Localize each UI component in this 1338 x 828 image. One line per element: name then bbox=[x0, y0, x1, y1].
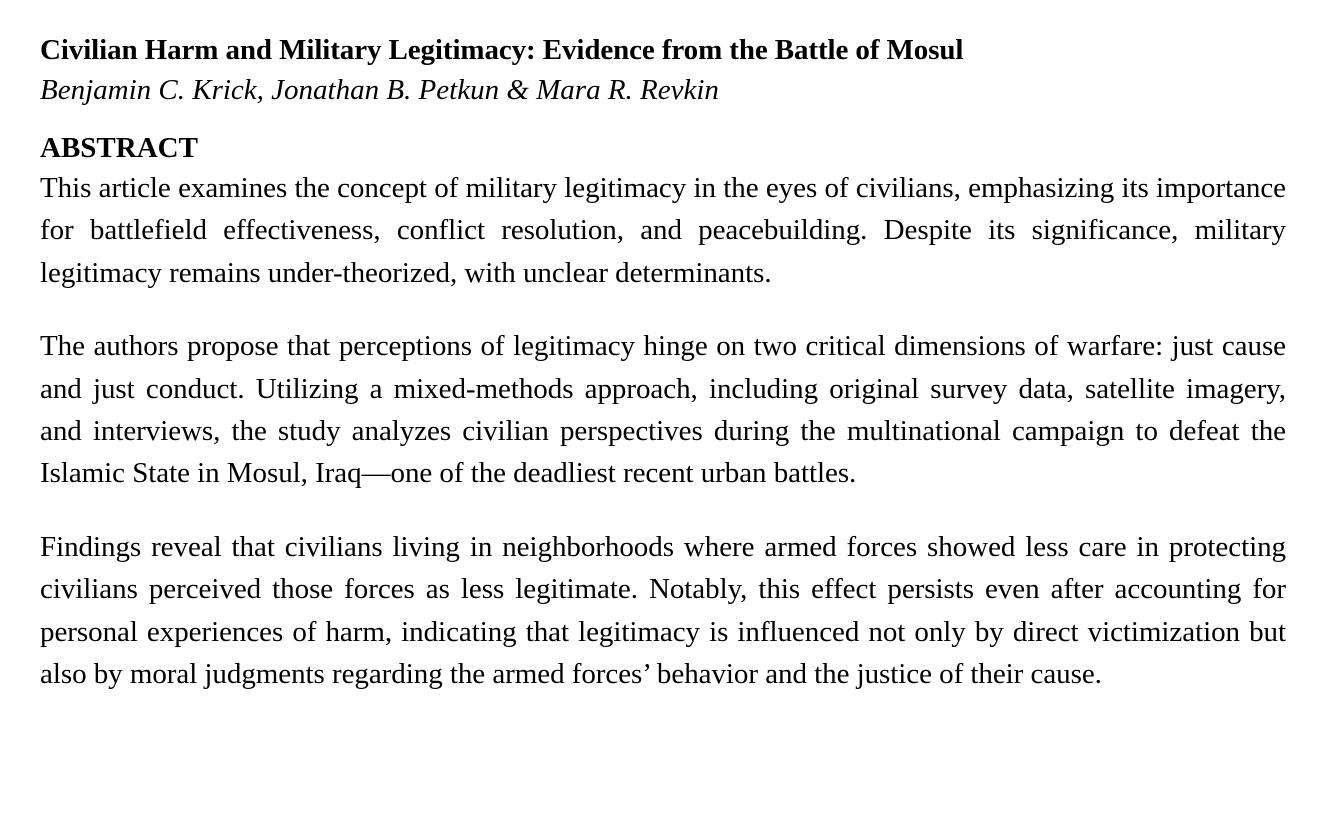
abstract-body bbox=[40, 167, 1286, 695]
abstract-paragraph-1: This article examines the concept of military legitimacy in the eyes of civilians, emphasizing its importance for battlefield effectiveness, conflict resolution, and peacebuilding. Despite its significance, military legitimacy remains under-theorized, with unclear determinants. bbox=[40, 172, 1286, 289]
article-authors: Benjamin C. Krick, Jonathan B. Petkun & Mara R. Revkin bbox=[40, 74, 719, 106]
abstract-paragraph-3: Findings reveal that civilians living in neighborhoods where armed forces showed less care in protecting civilians perceived those forces as less legitimate. Notably, this effect persists even after accounting for personal experiences of harm, indicating that legitimacy is influenced not only by direct victimization but also by moral judgments regarding the armed forces’ behavior and the justice of their cause. bbox=[40, 530, 1286, 691]
article-title: Civilian Harm and Military Legitimacy: Evidence from the Battle of Mosul bbox=[40, 34, 964, 66]
abstract-paragraph-2: The authors propose that perceptions of legitimacy hinge on two critical dimensions of warfare: just cause and just conduct. Utilizing a mixed-methods approach, including original survey data, satellite imagery, and interviews, the study analyzes civilian perspectives during the multinational campaign to defeat the Islamic State in Mosul, Iraq—one of the deadliest recent urban battles. bbox=[40, 330, 1286, 490]
abstract-heading: ABSTRACT bbox=[40, 132, 198, 164]
